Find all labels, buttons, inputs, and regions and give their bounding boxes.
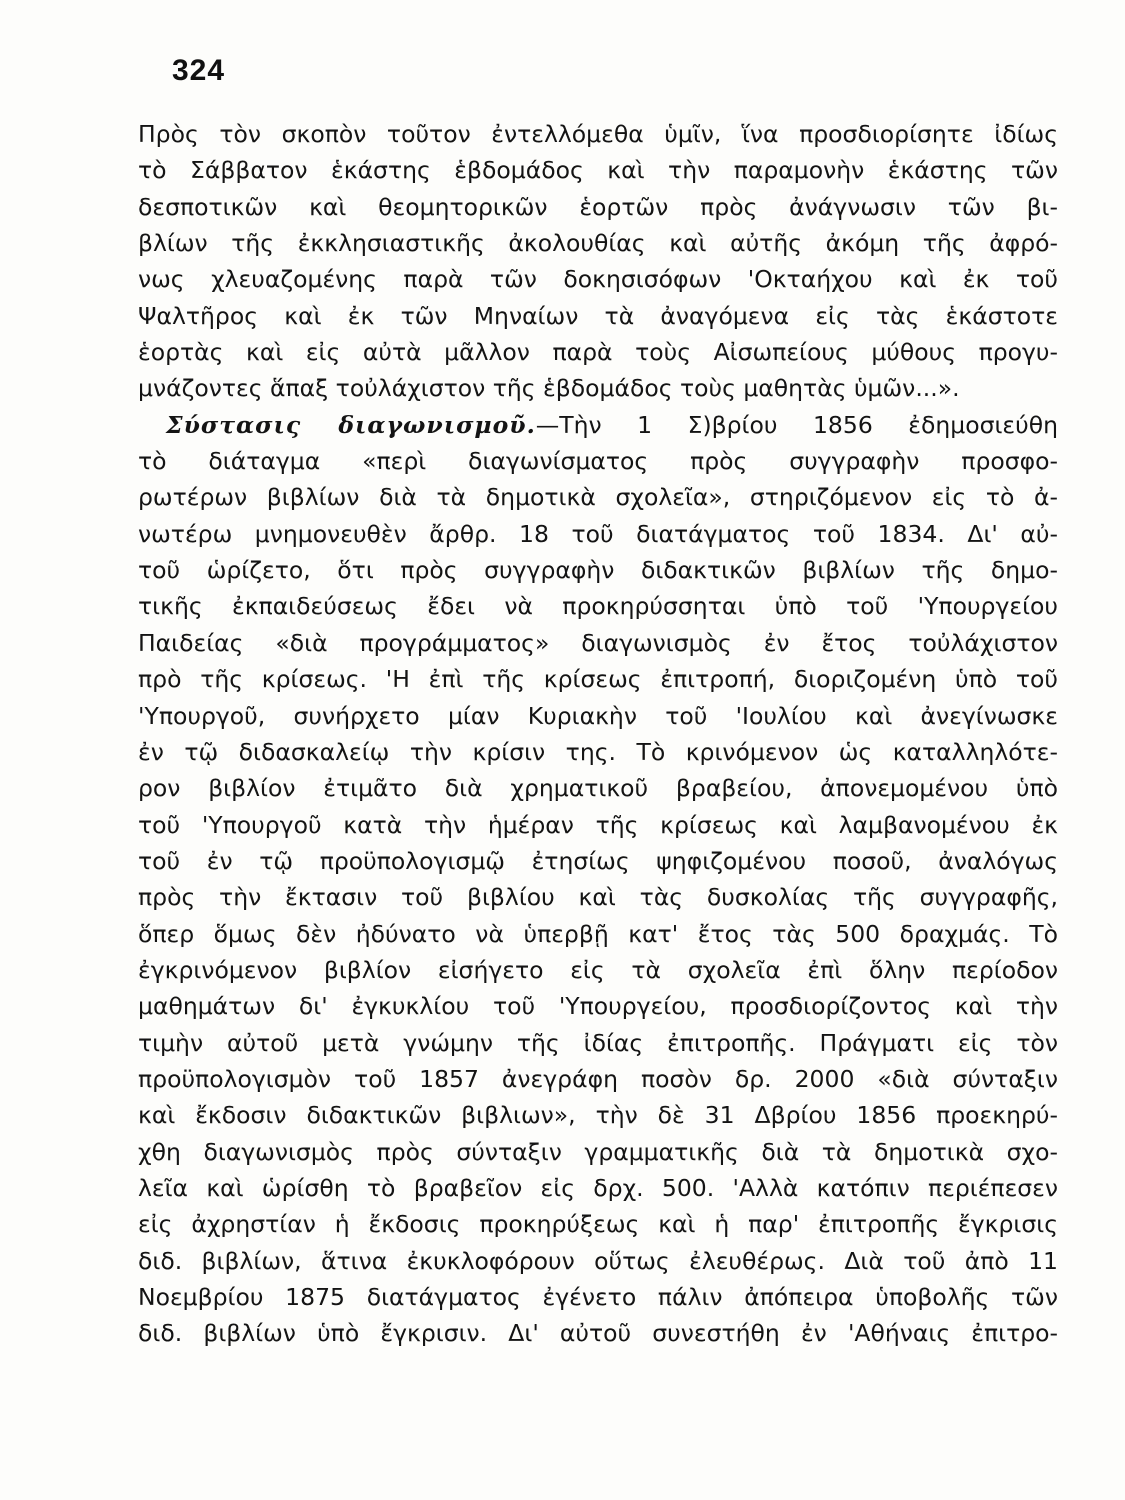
text-line: τὸ διάταγμα «περὶ διαγωνίσματος πρὸς συγγραφὴν προσφο- bbox=[138, 447, 1058, 476]
section-first-line bbox=[138, 407, 1058, 443]
text-line: λεῖα καὶ ὡρίσθη τὸ βραβεῖον εἰς δρχ. 500. 'Αλλὰ κατόπιν περιέπεσεν bbox=[138, 1173, 1058, 1202]
section-first-line-text: —Τὴν 1 Σ)βρίου 1856 ἐδημοσιεύθη bbox=[535, 410, 1058, 439]
text-line: Πρὸς τὸν σκοπὸν τοῦτον ἐντελλόμεθα ὑμῖν, ἵνα προσδιορίσητε ἰδίως bbox=[138, 120, 1058, 148]
text-line: ἑορτὰς καὶ εἰς αὐτὰ μᾶλλον παρὰ τοὺς Αἰσωπείους μύθους προγυ- bbox=[138, 338, 1058, 367]
text-line: Ψαλτῆρος καὶ ἐκ τῶν Μηναίων τὰ ἀναγόμενα εἰς τὰς ἑκάστοτε bbox=[138, 301, 1058, 330]
text-line: ὅπερ ὅμως δὲν ἠδύνατο νὰ ὑπερβῇ κατ' ἔτος τὰς 500 δραχμάς. Τὸ bbox=[138, 919, 1058, 948]
text-line: διδ. βιβλίων, ἅτινα ἐκυκλοφόρουν οὕτως ἐλευθέρως. Διὰ τοῦ ἀπὸ 11 bbox=[138, 1246, 1058, 1275]
text-line: νωτέρω μνημονευθὲν ἄρθρ. 18 τοῦ διατάγματος τοῦ 1834. Δι' αὐ- bbox=[138, 519, 1058, 548]
text-line: εἰς ἀχρηστίαν ἡ ἔκδοσις προκηρύξεως καὶ ἡ παρ' ἐπιτροπῆς ἔγκρισις bbox=[138, 1210, 1058, 1239]
body-text bbox=[138, 116, 1058, 1352]
text-line: 'Υπουργοῦ, συνήρχετο μίαν Κυριακὴν τοῦ 'Ιουλίου καὶ ἀνεγίνωσκε bbox=[138, 701, 1058, 730]
text-line: Παιδείας «διὰ προγράμματος» διαγωνισμὸς ἐν ἔτος τοὐλάχιστον bbox=[138, 628, 1058, 657]
text-line: τικῆς ἐκπαιδεύσεως ἔδει νὰ προκηρύσσηται ὑπὸ τοῦ 'Υπουργείου bbox=[138, 592, 1058, 621]
text-line: καὶ ἔκδοσιν διδακτικῶν βιβλιων», τὴν δὲ 31 Δβρίου 1856 προεκηρύ- bbox=[138, 1101, 1058, 1130]
text-line: τοῦ ὡρίζετο, ὅτι πρὸς συγγραφὴν διδακτικῶν βιβλίων τῆς δημο- bbox=[138, 556, 1058, 585]
text-line: τοῦ 'Υπουργοῦ κατὰ τὴν ἡμέραν τῆς κρίσεως καὶ λαμβανομένου ἐκ bbox=[138, 810, 1058, 839]
text-line: μνάζοντες ἅπαξ τοὐλάχιστον τῆς ἑβδομάδος τοὺς μαθητὰς ὑμῶν...». bbox=[138, 374, 960, 403]
text-line: ρωτέρων βιβλίων διὰ τὰ δημοτικὰ σχολεῖα», στηριζόμενον εἰς τὸ ἀ- bbox=[138, 483, 1058, 512]
text-line: χθη διαγωνισμὸς πρὸς σύνταξιν γραμματικῆς διὰ τὰ δημοτικὰ σχο- bbox=[138, 1137, 1058, 1166]
text-line: Νοεμβρίου 1875 διατάγματος ἐγένετο πάλιν ἀπόπειρα ὑποβολῆς τῶν bbox=[138, 1283, 1058, 1311]
text-line: πρὸ τῆς κρίσεως. 'Η ἐπὶ τῆς κρίσεως ἐπιτροπή, διοριζομένη ὑπὸ τοῦ bbox=[138, 665, 1058, 694]
text-line: ρον βιβλίον ἐτιμᾶτο διὰ χρηματικοῦ βραβείου, ἀπονεμομένου ὑπὸ bbox=[138, 774, 1058, 803]
text-line: τὸ Σάββατον ἑκάστης ἑβδομάδος καὶ τὴν παραμονὴν ἑκάστης τῶν bbox=[138, 156, 1058, 185]
text-line: προϋπολογισμὸν τοῦ 1857 ἀνεγράφη ποσὸν δρ. 2000 «διὰ σύνταξιν bbox=[138, 1064, 1058, 1093]
text-line: βλίων τῆς ἐκκλησιαστικῆς ἀκολουθίας καὶ αὐτῆς ἀκόμη τῆς ἀφρό- bbox=[138, 229, 1058, 258]
section-heading: Σύστασις διαγωνισμοῦ. bbox=[166, 410, 536, 439]
text-line: νως χλευαζομένης παρὰ τῶν δοκησισόφων 'Οκταήχου καὶ ἐκ τοῦ bbox=[138, 265, 1058, 294]
text-line: μαθημάτων δι' ἐγκυκλίου τοῦ 'Υπουργείου, προσδιορίζοντος καὶ τὴν bbox=[138, 992, 1058, 1021]
text-line: ἐγκρινόμενον βιβλίον εἰσήγετο εἰς τὰ σχολεῖα ἐπὶ ὅλην περίοδον bbox=[138, 955, 1058, 984]
text-line: τοῦ ἐν τῷ προϋπολογισμῷ ἐτησίως ψηφιζομένου ποσοῦ, ἀναλόγως bbox=[138, 846, 1058, 875]
text-line: πρὸς τὴν ἔκτασιν τοῦ βιβλίου καὶ τὰς δυσκολίας τῆς συγγραφῆς, bbox=[138, 883, 1058, 912]
text-line: ἐν τῷ διδασκαλείῳ τὴν κρίσιν της. Τὸ κρινόμενον ὡς καταλληλότε- bbox=[138, 737, 1058, 766]
text-line: διδ. βιβλίων ὑπὸ ἔγκρισιν. Δι' αὐτοῦ συνεστήθη ἐν 'Αθήναις ἐπιτρο- bbox=[138, 1319, 1058, 1348]
text-line: τιμὴν αὐτοῦ μετὰ γνώμην τῆς ἰδίας ἐπιτροπῆς. Πράγματι εἰς τὸν bbox=[138, 1028, 1058, 1057]
text-line: δεσποτικῶν καὶ θεομητορικῶν ἑορτῶν πρὸς ἀνάγνωσιν τῶν βι- bbox=[138, 192, 1058, 221]
page-number: 324 bbox=[172, 54, 226, 87]
